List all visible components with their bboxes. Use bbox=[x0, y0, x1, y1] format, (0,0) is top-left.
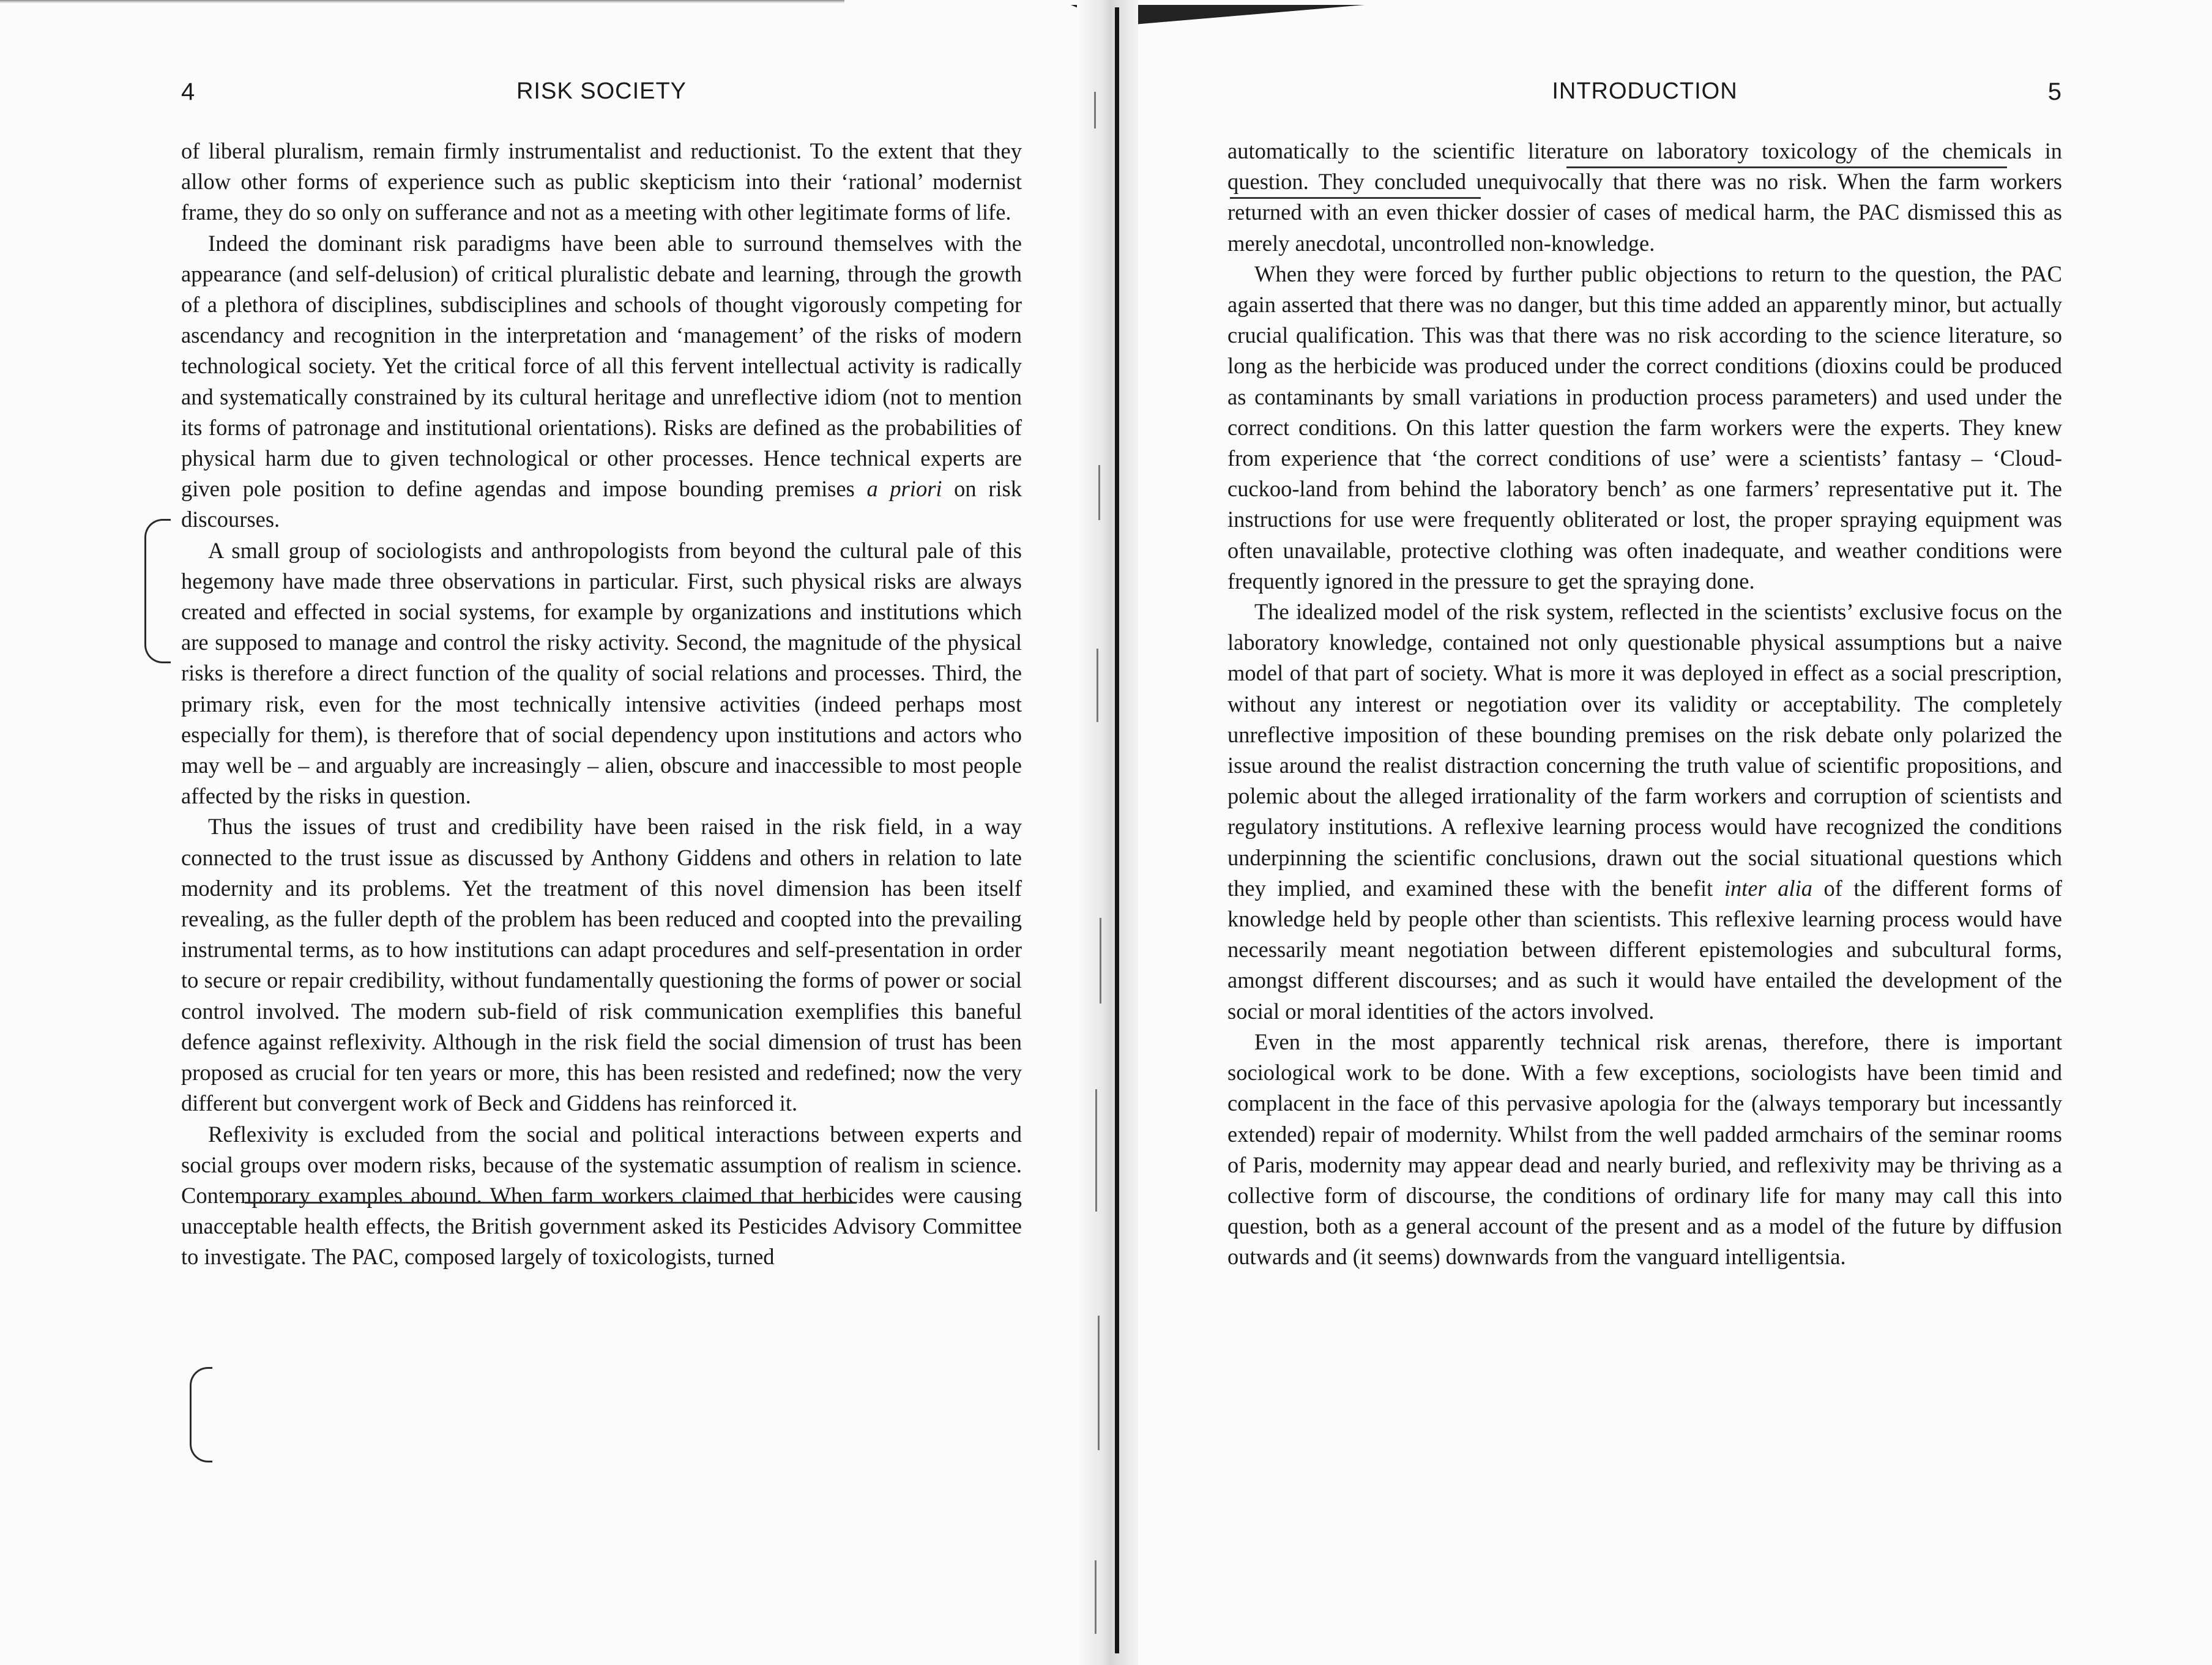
paragraph-text: on risk discourses. bbox=[181, 476, 1022, 532]
paragraph-text: The idealized model of the risk system, reflected in the scientists’ exclusive focus on the laboratory knowledge, contained not only questionable physical assumptions but a naive model of that part of society. What is more it was deployed in effect as a social prescription, without any interest or negotiation over its validity or acceptability. The completely unreflective imposition of these bounding premises on the risk debate only polarized the issue around the realist distraction concerning the truth value of scientific propositions, and polemic about the alleged irrationality of the farm workers and corruption of scientists and regulatory institutions. A reflexive learning process would have recognized the conditions underpinning the scientific conclusions, drawn out the social situational questions which they implied, and examined these with the benefit bbox=[1227, 599, 2062, 901]
paragraph: Reflexivity is excluded from the social and political interactions between experts and social groups over modern risks, because of the systematic assumption of realism in science. Contemporary examples abound. When farm workers claimed that herbicides were causing unacceptable health effects, the British government asked its Pesticides Advisory Committee to investigate. The PAC, composed largely of toxicologists, turned bbox=[181, 1121, 1022, 1270]
page-number: 5 bbox=[2047, 78, 2062, 105]
right-running-head bbox=[1227, 78, 2062, 108]
italic-phrase: a priori bbox=[866, 476, 942, 502]
gutter-speck bbox=[1098, 1316, 1100, 1450]
paragraph bbox=[181, 228, 1022, 535]
paragraph: Even in the most apparently technical risk arenas, therefore, there is important sociological work to be done. With a few exceptions, sociologists have been timid and complacent in the face of this pervasive apologia for the (always temporary but incessantly extended) repair of modernity. Whilst from the well padded armchairs of the seminar rooms of Paris, modernity may appear dead and nearly buried, and reflexivity may be thriving as a collective form of discourse, the conditions of ordinary life for many may call this into question, both as a general account of the present and as a model of the future by diffusion outwards and (it seems) downwards from the vanguard intelligentsia. bbox=[1227, 1029, 2062, 1270]
paragraph: Thus the issues of trust and credibility have been raised in the risk field, in a way connected to the trust issue as discussed by Anthony Giddens and others in relation to late modernity and its problems. Yet the treatment of this novel dimension has been itself revealing, as the fuller depth of the problem has been reduced and coopted into the prevailing instrumental terms, as to how institutions can adapt procedures and self-presentation in order to secure or repair credibility, without fundamentally questioning the forms of power or social control involved. The modern sub-field of risk communication exemplifies this baneful defence against reflexivity. Although in the risk field the social dimension of trust has been proposed as crucial for ten years or more, this has been resisted and redefined; now the very different but convergent work of Beck and Giddens has reinforced it. bbox=[181, 814, 1022, 1116]
pen-underline-annotation bbox=[1230, 197, 1481, 199]
gutter-speck bbox=[1097, 649, 1098, 722]
paragraph: automatically to the scientific literature on laboratory toxicology of the chemicals in question. They concluded unequivocally that there was no risk. When the farm workers returned with an even thicker dossier of cases of medical harm, the PAC dismissed this as merely anecdotal, uncontrolled non-knowledge. bbox=[1227, 138, 2062, 256]
paragraph bbox=[1227, 597, 2062, 1027]
pen-underline-annotation bbox=[245, 1202, 857, 1204]
paragraph: A small group of sociologists and anthropologists from beyond the cultural pale of this hegemony have made three observations in particular. First, such physical risks are always created and effected in social systems, for example by organizations and institutions which are supposed to manage and control the risky activity. Second, the magnitude of the physical risks is therefore a direct function of the quality of social relations and processes. Third, the primary risk, even for the most technically intensive activities (indeed perhaps most especially for them), is therefore that of social dependency upon institutions and actors who may well be – and arguably are increasingly – alien, obscure and inaccessible to most people affected by the risks in question. bbox=[181, 537, 1022, 809]
paragraph: When they were forced by further public objections to return to the question, the PAC again asserted that there was no danger, but this time added an apparently minor, but actually crucial qualification. This was that there was no risk according to the science literature, so long as the herbicide was produced under the correct conditions (dioxins could be produced as contaminants by small variations in production process parameters) and used under the correct conditions. On this latter question the farm workers were the experts. They knew from experience that ‘the correct conditions of use’ were a scientists’ fantasy – ‘Cloud-cuckoo-land from behind the laboratory bench’ as one farmers’ representative put it. The instructions for use were frequently obliterated or lost, the proper spraying equipment was often unavailable, protective clothing was often inadequate, and weather conditions were frequently ignored in the pressure to get the spraying done. bbox=[1227, 261, 2062, 594]
right-body-text bbox=[1227, 136, 2062, 1273]
paragraph-text: of the different forms of knowledge held by people other than scientists. This reflexive learning process would have necessarily meant negotiation between different epistemologies and subcultural forms, amongst different discourses; and as such it would have entailed the development of the social or moral identities of the actors involved. bbox=[1227, 875, 2063, 1024]
pen-underline-annotation bbox=[1566, 166, 2007, 168]
margin-bracket-annotation bbox=[144, 519, 171, 663]
page-number: 4 bbox=[181, 78, 196, 105]
paragraph: of liberal pluralism, remain firmly instrumentalist and reductionist. To the extent that they allow other forms of experience such as public skepticism into their ‘rational’ modernist frame, they do so only on sufferance and not as a meeting with other legitimate forms of life. bbox=[181, 138, 1022, 225]
gutter-speck bbox=[1098, 465, 1100, 520]
gutter-speck bbox=[1094, 92, 1096, 129]
paragraph-text: Indeed the dominant risk paradigms have been able to surround themselves with the appearance (and self-delusion) of critical pluralistic debate and learning, through the growth of a plethora of disciplines, subdisciplines and schools of thought vigorously competing for ascendancy and recognition in the interpretation and ‘management’ of the risks of modern technological society. Yet the critical force of all this fervent intellectual activity is radically and systematically constrained by its cultural heritage and unreflective idiom (not to mention its forms of patronage and institutional orientations). Risks are defined as the probabilities of physical harm due to given technological or other processes. Hence technical experts are given pole position to define agendas and impose bounding premises bbox=[181, 230, 1022, 502]
gutter-binding-line bbox=[1115, 7, 1119, 1653]
gutter-speck bbox=[1095, 1560, 1097, 1634]
book-gutter bbox=[1077, 0, 1138, 1665]
italic-phrase: inter alia bbox=[1724, 875, 1813, 901]
left-body-text bbox=[181, 136, 1022, 1273]
running-head-title: INTRODUCTION bbox=[1552, 78, 1738, 104]
gutter-speck bbox=[1100, 918, 1101, 1004]
left-running-head bbox=[181, 78, 1022, 108]
top-edge-shadow bbox=[0, 0, 844, 4]
gutter-speck bbox=[1095, 1089, 1097, 1212]
running-head-title: RISK SOCIETY bbox=[516, 78, 687, 104]
margin-bracket-annotation bbox=[190, 1367, 212, 1462]
